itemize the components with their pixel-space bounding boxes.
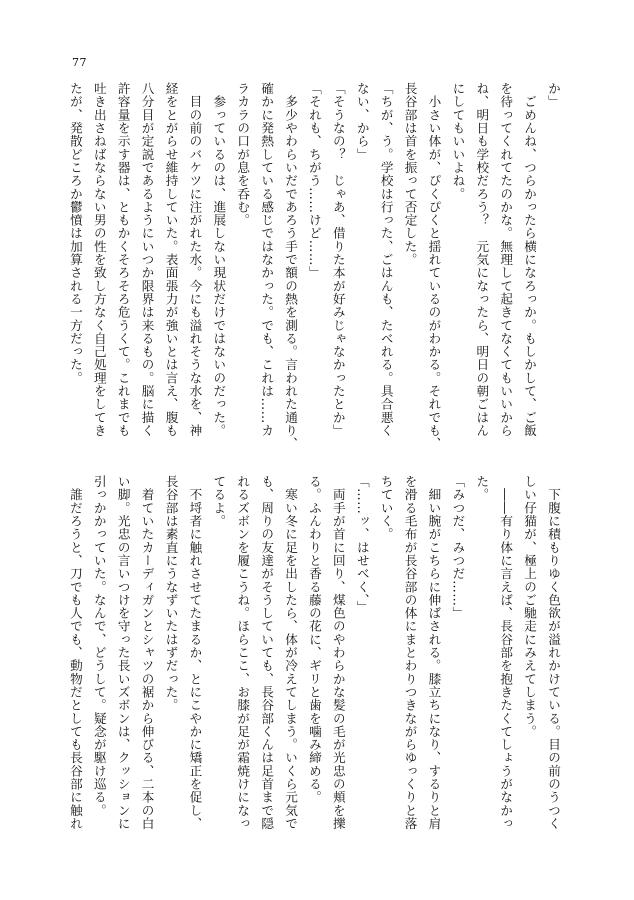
text-line: 長谷部は首を振って否定した。 [402,82,418,267]
text-line: 両手が首に回り、煤色のやわらかな髪の毛が光忠の頬を擽 [330,475,346,831]
text-line: 確かに発熱している感じではなかった。でも、これは……カ [259,82,275,438]
text-line: 細い腕がこちらに伸ばされる。膝立ちになり、するりと肩 [426,475,442,831]
text-line: れるズボンを履こうね。ほらここ、お膝が足が霜焼けになっ [235,475,251,831]
text-line: 「そうなの？ じゃあ、借りた本が好みじゃなかったとか」 [330,82,346,438]
text-line: 経をとがらせ維持していた。表面張力が強いとは言え、腹も [163,82,179,438]
text-line: ごめんね、つらかったら横になろっか。もしかして、ご飯 [522,82,538,438]
text-line: 許容量を示す器は、ともかくそろそろ危うくて。これまでも [115,82,131,438]
text-line: を滑る毛布が長谷部の体にまとわりつきながらゆっくりと落 [402,475,418,831]
text-line: 「ちが、う。学校は行った、ごはんも、たべれる。具合悪く [378,82,394,438]
text-line: 目の前のバケツに注がれた水。今にも溢れそうな水を、神 [187,82,203,438]
text-line: 誰だろうと、刀でも人でも、動物だとしても長谷部に触れ [67,475,83,831]
text-line: ない、から」 [354,82,370,161]
text-line: 参っているのは、進展しない現状だけではないのだった。 [211,82,227,438]
text-block-top [67,82,565,451]
text-line: 下腹に積もりゆく色欲が溢れかけている。目の前のうつく [546,475,561,831]
text-line: た。 [474,475,490,502]
text-line: 八分目が定説であるようにいつか限界は来るもの。脳に描く [139,82,155,438]
text-line: 「……ッ、はせべく、」 [354,475,370,614]
text-line: 着ていたカーディガンとシャツの裾から伸びる、二本の白 [139,475,155,831]
text-line: しい仔猫が、極上のご馳走にみえてしまう。 [522,475,538,738]
text-line: 不埒者に触れさせてたまるか、とにこやかに矯正を促し、 [187,475,203,831]
text-line: い脚。光忠の言いつけを守った長いズボンは、クッションに [115,475,131,831]
text-line: か」 [546,82,561,109]
text-line: 引っかかっていた。なんで、どうして。疑念が駆け巡る。 [91,475,107,817]
text-line: 寒い冬に足を出したら、体が冷えてしまう。いくら元気で [283,475,299,831]
text-line: たが、発散どころか鬱憤は加算される一方だった。 [67,82,83,385]
text-line: ラカラの口が息を呑む。 [235,82,251,227]
text-block-bottom [67,475,565,833]
text-line: てるよ。 [211,475,227,528]
text-line: 多少やわらいだであろう手で額の熱を測る。言われた通り、 [283,82,299,451]
text-line: ね、明日も学校だろう？ 元気になったら、明日の朝ごはん [474,82,490,438]
text-line: にしてもいいよね。 [450,82,466,201]
text-line: ――有り体に言えば、長谷部を抱きたくてしょうがなかっ [498,475,514,831]
text-line: 吐き出さねばならない男の性を致し方なく自己処理をしてき [91,82,107,438]
text-line: も、周りの友達がそうしていても、長谷部くんは足首まで隠 [259,475,275,831]
text-line: を待ってくれてたのかな。無理して起きてなくてもいいから [498,82,514,438]
text-line: 長谷部は素直にうなずいたはずだった。 [163,475,179,712]
text-line: る。ふんわりと香る藤の花に、ギリと歯を噛み締める。 [306,475,322,804]
text-line: ちていく。 [378,475,394,541]
page-number: 77 [72,56,87,69]
text-line: 「それも、ちがう……けど……」 [306,82,322,280]
text-line: 「みつだ、みつだ……」 [450,475,466,620]
text-line: 小さい体が、ぴくぴくと揺れているのがわかる。それでも、 [426,82,442,451]
